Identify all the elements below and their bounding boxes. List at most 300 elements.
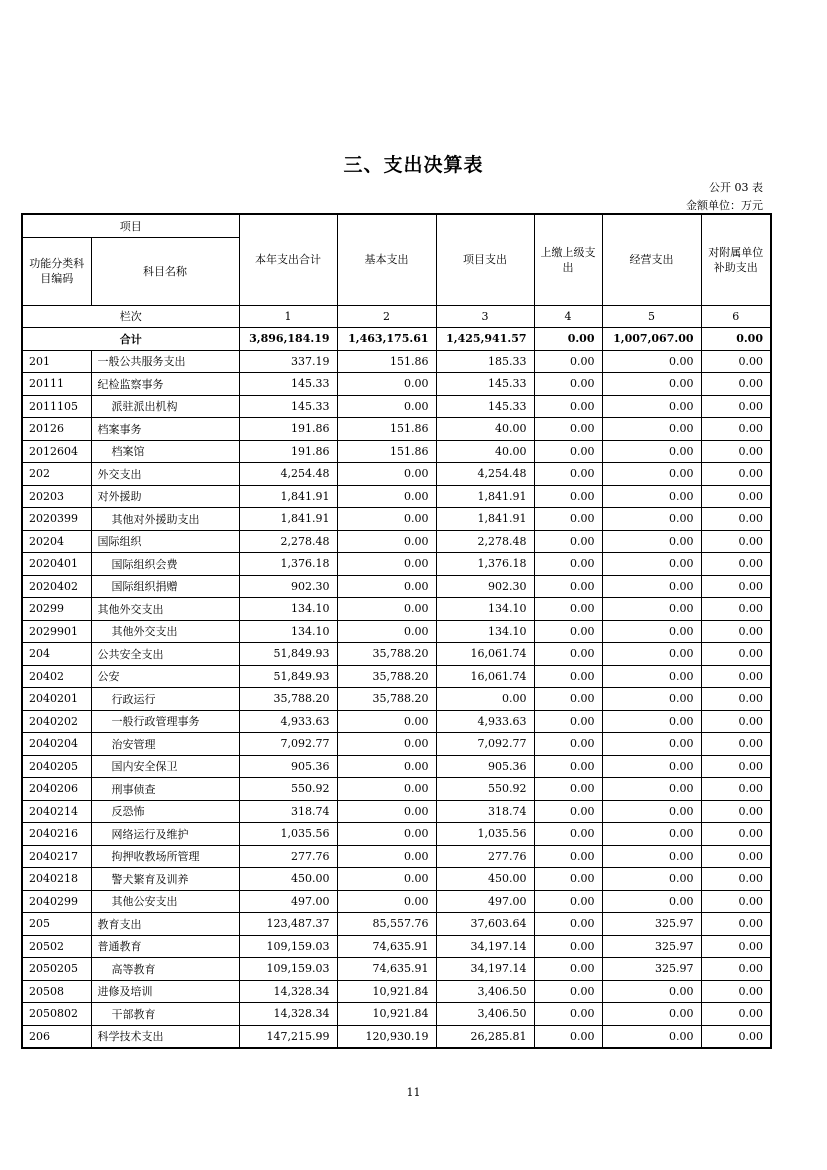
- row-value-2: 0.00: [337, 598, 436, 621]
- row-code: 204: [22, 643, 91, 666]
- header-col-6: 对附属单位补助支出: [701, 214, 771, 305]
- total-value-4: 0.00: [534, 328, 602, 351]
- row-code: 2040299: [22, 890, 91, 913]
- row-value-6: 0.00: [701, 823, 771, 846]
- row-value-5: 0.00: [602, 890, 701, 913]
- row-value-4: 0.00: [534, 733, 602, 756]
- row-code: 20402: [22, 665, 91, 688]
- row-value-4: 0.00: [534, 485, 602, 508]
- col-num-2: 2: [337, 305, 436, 328]
- row-value-2: 0.00: [337, 868, 436, 891]
- row-value-3: 1,376.18: [436, 553, 534, 576]
- table-row: [22, 598, 771, 621]
- row-value-6: 0.00: [701, 350, 771, 373]
- row-value-1: 109,159.03: [239, 958, 337, 981]
- row-value-1: 145.33: [239, 395, 337, 418]
- row-code: 20204: [22, 530, 91, 553]
- row-value-3: 16,061.74: [436, 665, 534, 688]
- row-value-5: 0.00: [602, 373, 701, 396]
- row-value-3: 26,285.81: [436, 1025, 534, 1048]
- row-value-4: 0.00: [534, 665, 602, 688]
- row-value-5: 0.00: [602, 418, 701, 441]
- table-row: [22, 868, 771, 891]
- header-name: 科目名称: [91, 237, 239, 305]
- row-value-2: 85,557.76: [337, 913, 436, 936]
- row-value-2: 0.00: [337, 575, 436, 598]
- table-row: [22, 418, 771, 441]
- row-value-4: 0.00: [534, 980, 602, 1003]
- row-value-2: 151.86: [337, 350, 436, 373]
- row-value-3: 450.00: [436, 868, 534, 891]
- header-col-2: 基本支出: [337, 214, 436, 305]
- row-value-2: 151.86: [337, 418, 436, 441]
- table-row: [22, 733, 771, 756]
- row-value-2: 0.00: [337, 530, 436, 553]
- row-value-5: 325.97: [602, 935, 701, 958]
- table-row: [22, 620, 771, 643]
- row-name: 派驻派出机构: [91, 395, 239, 418]
- row-value-1: 550.92: [239, 778, 337, 801]
- row-value-3: 4,933.63: [436, 710, 534, 733]
- col-num-3: 3: [436, 305, 534, 328]
- row-value-1: 2,278.48: [239, 530, 337, 553]
- table-row: [22, 665, 771, 688]
- row-value-6: 0.00: [701, 710, 771, 733]
- row-value-3: 1,035.56: [436, 823, 534, 846]
- row-name: 教育支出: [91, 913, 239, 936]
- row-value-2: 0.00: [337, 778, 436, 801]
- row-value-5: 0.00: [602, 688, 701, 711]
- row-value-3: 145.33: [436, 395, 534, 418]
- row-value-2: 0.00: [337, 373, 436, 396]
- row-value-6: 0.00: [701, 755, 771, 778]
- row-value-3: 277.76: [436, 845, 534, 868]
- row-value-4: 0.00: [534, 350, 602, 373]
- row-value-3: 497.00: [436, 890, 534, 913]
- row-value-1: 277.76: [239, 845, 337, 868]
- row-name: 纪检监察事务: [91, 373, 239, 396]
- row-value-1: 497.00: [239, 890, 337, 913]
- row-name: 档案事务: [91, 418, 239, 441]
- row-value-5: 0.00: [602, 530, 701, 553]
- row-value-3: 1,841.91: [436, 508, 534, 531]
- row-name: 其他对外援助支出: [91, 508, 239, 531]
- row-name: 其他外交支出: [91, 598, 239, 621]
- row-value-1: 35,788.20: [239, 688, 337, 711]
- row-value-6: 0.00: [701, 643, 771, 666]
- row-value-1: 14,328.34: [239, 1003, 337, 1026]
- row-value-6: 0.00: [701, 575, 771, 598]
- row-value-3: 34,197.14: [436, 935, 534, 958]
- row-value-4: 0.00: [534, 913, 602, 936]
- row-value-4: 0.00: [534, 395, 602, 418]
- row-value-4: 0.00: [534, 868, 602, 891]
- row-value-4: 0.00: [534, 575, 602, 598]
- row-value-2: 35,788.20: [337, 688, 436, 711]
- row-value-5: 0.00: [602, 823, 701, 846]
- header-col-3: 项目支出: [436, 214, 534, 305]
- total-value-2: 1,463,175.61: [337, 328, 436, 351]
- row-value-3: 3,406.50: [436, 1003, 534, 1026]
- table-row: [22, 845, 771, 868]
- row-value-3: 1,841.91: [436, 485, 534, 508]
- row-value-6: 0.00: [701, 508, 771, 531]
- row-value-5: 0.00: [602, 980, 701, 1003]
- expenditure-table: [21, 213, 772, 1049]
- row-value-6: 0.00: [701, 485, 771, 508]
- row-value-4: 0.00: [534, 800, 602, 823]
- row-value-1: 450.00: [239, 868, 337, 891]
- row-value-5: 0.00: [602, 845, 701, 868]
- row-value-3: 4,254.48: [436, 463, 534, 486]
- row-value-1: 337.19: [239, 350, 337, 373]
- row-value-2: 0.00: [337, 710, 436, 733]
- row-value-1: 147,215.99: [239, 1025, 337, 1048]
- row-name: 其他公安支出: [91, 890, 239, 913]
- row-value-1: 134.10: [239, 620, 337, 643]
- row-value-5: 0.00: [602, 1025, 701, 1048]
- row-value-6: 0.00: [701, 868, 771, 891]
- table-row: [22, 575, 771, 598]
- row-code: 2020402: [22, 575, 91, 598]
- row-value-2: 35,788.20: [337, 643, 436, 666]
- row-value-2: 0.00: [337, 755, 436, 778]
- row-value-5: 0.00: [602, 508, 701, 531]
- row-name: 一般行政管理事务: [91, 710, 239, 733]
- row-value-5: 0.00: [602, 485, 701, 508]
- row-value-1: 1,841.91: [239, 485, 337, 508]
- row-code: 2050802: [22, 1003, 91, 1026]
- row-code: 20502: [22, 935, 91, 958]
- header-row-label: 栏次: [22, 305, 239, 328]
- row-value-5: 0.00: [602, 575, 701, 598]
- row-value-1: 7,092.77: [239, 733, 337, 756]
- row-name: 国内安全保卫: [91, 755, 239, 778]
- row-code: 2020399: [22, 508, 91, 531]
- row-code: 20508: [22, 980, 91, 1003]
- row-name: 进修及培训: [91, 980, 239, 1003]
- row-value-6: 0.00: [701, 620, 771, 643]
- row-value-2: 0.00: [337, 845, 436, 868]
- col-num-1: 1: [239, 305, 337, 328]
- row-value-6: 0.00: [701, 958, 771, 981]
- row-value-4: 0.00: [534, 598, 602, 621]
- row-value-5: 0.00: [602, 463, 701, 486]
- row-value-2: 10,921.84: [337, 1003, 436, 1026]
- row-value-1: 318.74: [239, 800, 337, 823]
- row-value-6: 0.00: [701, 890, 771, 913]
- row-value-6: 0.00: [701, 1003, 771, 1026]
- row-value-5: 0.00: [602, 598, 701, 621]
- row-value-4: 0.00: [534, 440, 602, 463]
- row-value-3: 145.33: [436, 373, 534, 396]
- table-row: [22, 823, 771, 846]
- table-row: [22, 508, 771, 531]
- table-row: [22, 463, 771, 486]
- row-value-1: 905.36: [239, 755, 337, 778]
- row-code: 20203: [22, 485, 91, 508]
- row-name: 警犬繁育及训养: [91, 868, 239, 891]
- row-value-6: 0.00: [701, 440, 771, 463]
- row-name: 一般公共服务支出: [91, 350, 239, 373]
- row-value-2: 0.00: [337, 485, 436, 508]
- page-number: 11: [406, 1086, 421, 1099]
- row-value-4: 0.00: [534, 643, 602, 666]
- table-row: [22, 890, 771, 913]
- header-col-5: 经营支出: [602, 214, 701, 305]
- row-value-3: 7,092.77: [436, 733, 534, 756]
- row-value-6: 0.00: [701, 800, 771, 823]
- row-name: 国际组织: [91, 530, 239, 553]
- row-value-2: 0.00: [337, 733, 436, 756]
- table-row: [22, 935, 771, 958]
- header-code: 功能分类科目编码: [22, 237, 91, 305]
- row-value-3: 3,406.50: [436, 980, 534, 1003]
- row-value-4: 0.00: [534, 845, 602, 868]
- row-name: 治安管理: [91, 733, 239, 756]
- row-name: 档案馆: [91, 440, 239, 463]
- total-value-5: 1,007,067.00: [602, 328, 701, 351]
- row-value-5: 0.00: [602, 395, 701, 418]
- row-value-5: 325.97: [602, 913, 701, 936]
- row-value-6: 0.00: [701, 778, 771, 801]
- row-name: 反恐怖: [91, 800, 239, 823]
- row-code: 2040201: [22, 688, 91, 711]
- row-code: 2029901: [22, 620, 91, 643]
- table-row: [22, 688, 771, 711]
- row-name: 网络运行及维护: [91, 823, 239, 846]
- total-value-6: 0.00: [701, 328, 771, 351]
- table-row: [22, 980, 771, 1003]
- table-row: [22, 1025, 771, 1048]
- table-body: [22, 328, 771, 1049]
- header-col-1: 本年支出合计: [239, 214, 337, 305]
- row-value-4: 0.00: [534, 373, 602, 396]
- row-name: 国际组织捐赠: [91, 575, 239, 598]
- row-value-6: 0.00: [701, 935, 771, 958]
- row-value-1: 51,849.93: [239, 665, 337, 688]
- row-value-4: 0.00: [534, 958, 602, 981]
- row-value-6: 0.00: [701, 1025, 771, 1048]
- row-value-3: 905.36: [436, 755, 534, 778]
- row-value-6: 0.00: [701, 418, 771, 441]
- row-value-1: 51,849.93: [239, 643, 337, 666]
- row-code: 2040205: [22, 755, 91, 778]
- row-value-6: 0.00: [701, 980, 771, 1003]
- row-value-2: 74,635.91: [337, 935, 436, 958]
- row-value-6: 0.00: [701, 553, 771, 576]
- header-col-4: 上缴上级支出: [534, 214, 602, 305]
- row-name: 科学技术支出: [91, 1025, 239, 1048]
- table-row: [22, 350, 771, 373]
- row-value-2: 0.00: [337, 463, 436, 486]
- row-value-1: 1,035.56: [239, 823, 337, 846]
- col-num-4: 4: [534, 305, 602, 328]
- row-value-3: 2,278.48: [436, 530, 534, 553]
- row-value-5: 0.00: [602, 665, 701, 688]
- row-value-1: 4,254.48: [239, 463, 337, 486]
- table-row: [22, 800, 771, 823]
- row-code: 2040202: [22, 710, 91, 733]
- row-value-6: 0.00: [701, 913, 771, 936]
- row-code: 205: [22, 913, 91, 936]
- table-row: [22, 373, 771, 396]
- row-value-4: 0.00: [534, 463, 602, 486]
- table-row: [22, 440, 771, 463]
- row-code: 2040218: [22, 868, 91, 891]
- row-value-2: 0.00: [337, 800, 436, 823]
- row-value-3: 550.92: [436, 778, 534, 801]
- total-value-1: 3,896,184.19: [239, 328, 337, 351]
- row-code: 201: [22, 350, 91, 373]
- row-value-5: 0.00: [602, 868, 701, 891]
- row-value-1: 902.30: [239, 575, 337, 598]
- row-code: 20299: [22, 598, 91, 621]
- row-value-1: 1,841.91: [239, 508, 337, 531]
- row-value-5: 325.97: [602, 958, 701, 981]
- row-code: 20126: [22, 418, 91, 441]
- row-value-4: 0.00: [534, 823, 602, 846]
- row-name: 外交支出: [91, 463, 239, 486]
- row-name: 国际组织会费: [91, 553, 239, 576]
- row-name: 公安: [91, 665, 239, 688]
- row-value-5: 0.00: [602, 1003, 701, 1026]
- row-value-5: 0.00: [602, 620, 701, 643]
- row-value-1: 14,328.34: [239, 980, 337, 1003]
- row-value-2: 120,930.19: [337, 1025, 436, 1048]
- row-value-3: 34,197.14: [436, 958, 534, 981]
- row-value-4: 0.00: [534, 530, 602, 553]
- row-value-3: 318.74: [436, 800, 534, 823]
- row-value-2: 0.00: [337, 508, 436, 531]
- row-name: 干部教育: [91, 1003, 239, 1026]
- table-row: [22, 913, 771, 936]
- row-name: 公共安全支出: [91, 643, 239, 666]
- total-value-3: 1,425,941.57: [436, 328, 534, 351]
- row-value-2: 35,788.20: [337, 665, 436, 688]
- row-value-1: 191.86: [239, 418, 337, 441]
- header-project: 项目: [22, 214, 239, 237]
- row-value-3: 37,603.64: [436, 913, 534, 936]
- row-value-1: 123,487.37: [239, 913, 337, 936]
- row-code: 20111: [22, 373, 91, 396]
- row-name: 对外援助: [91, 485, 239, 508]
- total-label: 合计: [22, 328, 239, 351]
- row-value-4: 0.00: [534, 418, 602, 441]
- row-value-4: 0.00: [534, 620, 602, 643]
- row-value-5: 0.00: [602, 710, 701, 733]
- row-value-1: 1,376.18: [239, 553, 337, 576]
- row-code: 2020401: [22, 553, 91, 576]
- row-code: 2040217: [22, 845, 91, 868]
- row-value-2: 74,635.91: [337, 958, 436, 981]
- row-value-3: 16,061.74: [436, 643, 534, 666]
- row-value-6: 0.00: [701, 373, 771, 396]
- row-value-2: 0.00: [337, 395, 436, 418]
- row-code: 202: [22, 463, 91, 486]
- row-value-1: 145.33: [239, 373, 337, 396]
- row-value-5: 0.00: [602, 553, 701, 576]
- row-value-3: 185.33: [436, 350, 534, 373]
- row-value-3: 40.00: [436, 440, 534, 463]
- row-value-2: 0.00: [337, 823, 436, 846]
- row-value-2: 151.86: [337, 440, 436, 463]
- row-code: 206: [22, 1025, 91, 1048]
- row-name: 行政运行: [91, 688, 239, 711]
- row-value-4: 0.00: [534, 778, 602, 801]
- row-value-2: 0.00: [337, 620, 436, 643]
- form-number: 公开 03 表: [709, 181, 763, 194]
- row-value-6: 0.00: [701, 598, 771, 621]
- row-code: 2040216: [22, 823, 91, 846]
- table-row: [22, 778, 771, 801]
- row-value-3: 134.10: [436, 598, 534, 621]
- table-row: [22, 958, 771, 981]
- col-num-6: 6: [701, 305, 771, 328]
- row-value-1: 4,933.63: [239, 710, 337, 733]
- row-code: 2040214: [22, 800, 91, 823]
- row-value-6: 0.00: [701, 665, 771, 688]
- row-value-6: 0.00: [701, 463, 771, 486]
- row-value-4: 0.00: [534, 710, 602, 733]
- row-value-5: 0.00: [602, 643, 701, 666]
- row-value-3: 902.30: [436, 575, 534, 598]
- row-value-1: 134.10: [239, 598, 337, 621]
- table-row: [22, 553, 771, 576]
- row-name: 普通教育: [91, 935, 239, 958]
- row-value-4: 0.00: [534, 890, 602, 913]
- row-code: 2011105: [22, 395, 91, 418]
- row-value-3: 0.00: [436, 688, 534, 711]
- table-row: [22, 755, 771, 778]
- row-value-4: 0.00: [534, 935, 602, 958]
- row-code: 2012604: [22, 440, 91, 463]
- row-value-1: 109,159.03: [239, 935, 337, 958]
- row-name: 其他外交支出: [91, 620, 239, 643]
- row-value-4: 0.00: [534, 508, 602, 531]
- table-row: [22, 485, 771, 508]
- table-row: [22, 530, 771, 553]
- row-value-6: 0.00: [701, 845, 771, 868]
- row-value-4: 0.00: [534, 688, 602, 711]
- row-name: 拘押收教场所管理: [91, 845, 239, 868]
- row-value-5: 0.00: [602, 778, 701, 801]
- row-name: 高等教育: [91, 958, 239, 981]
- row-value-4: 0.00: [534, 1003, 602, 1026]
- table-row: [22, 1003, 771, 1026]
- row-code: 2040204: [22, 733, 91, 756]
- row-value-5: 0.00: [602, 755, 701, 778]
- row-value-5: 0.00: [602, 440, 701, 463]
- row-value-4: 0.00: [534, 553, 602, 576]
- row-value-5: 0.00: [602, 733, 701, 756]
- row-value-2: 0.00: [337, 553, 436, 576]
- row-value-6: 0.00: [701, 733, 771, 756]
- row-code: 2040206: [22, 778, 91, 801]
- row-code: 2050205: [22, 958, 91, 981]
- row-value-6: 0.00: [701, 395, 771, 418]
- row-value-5: 0.00: [602, 350, 701, 373]
- amount-unit: 金额单位：万元: [686, 199, 763, 212]
- row-value-6: 0.00: [701, 688, 771, 711]
- row-value-1: 191.86: [239, 440, 337, 463]
- row-value-6: 0.00: [701, 530, 771, 553]
- table-row: [22, 395, 771, 418]
- row-value-4: 0.00: [534, 755, 602, 778]
- table-row: [22, 643, 771, 666]
- row-name: 刑事侦查: [91, 778, 239, 801]
- page-title: 三、支出决算表: [343, 154, 484, 176]
